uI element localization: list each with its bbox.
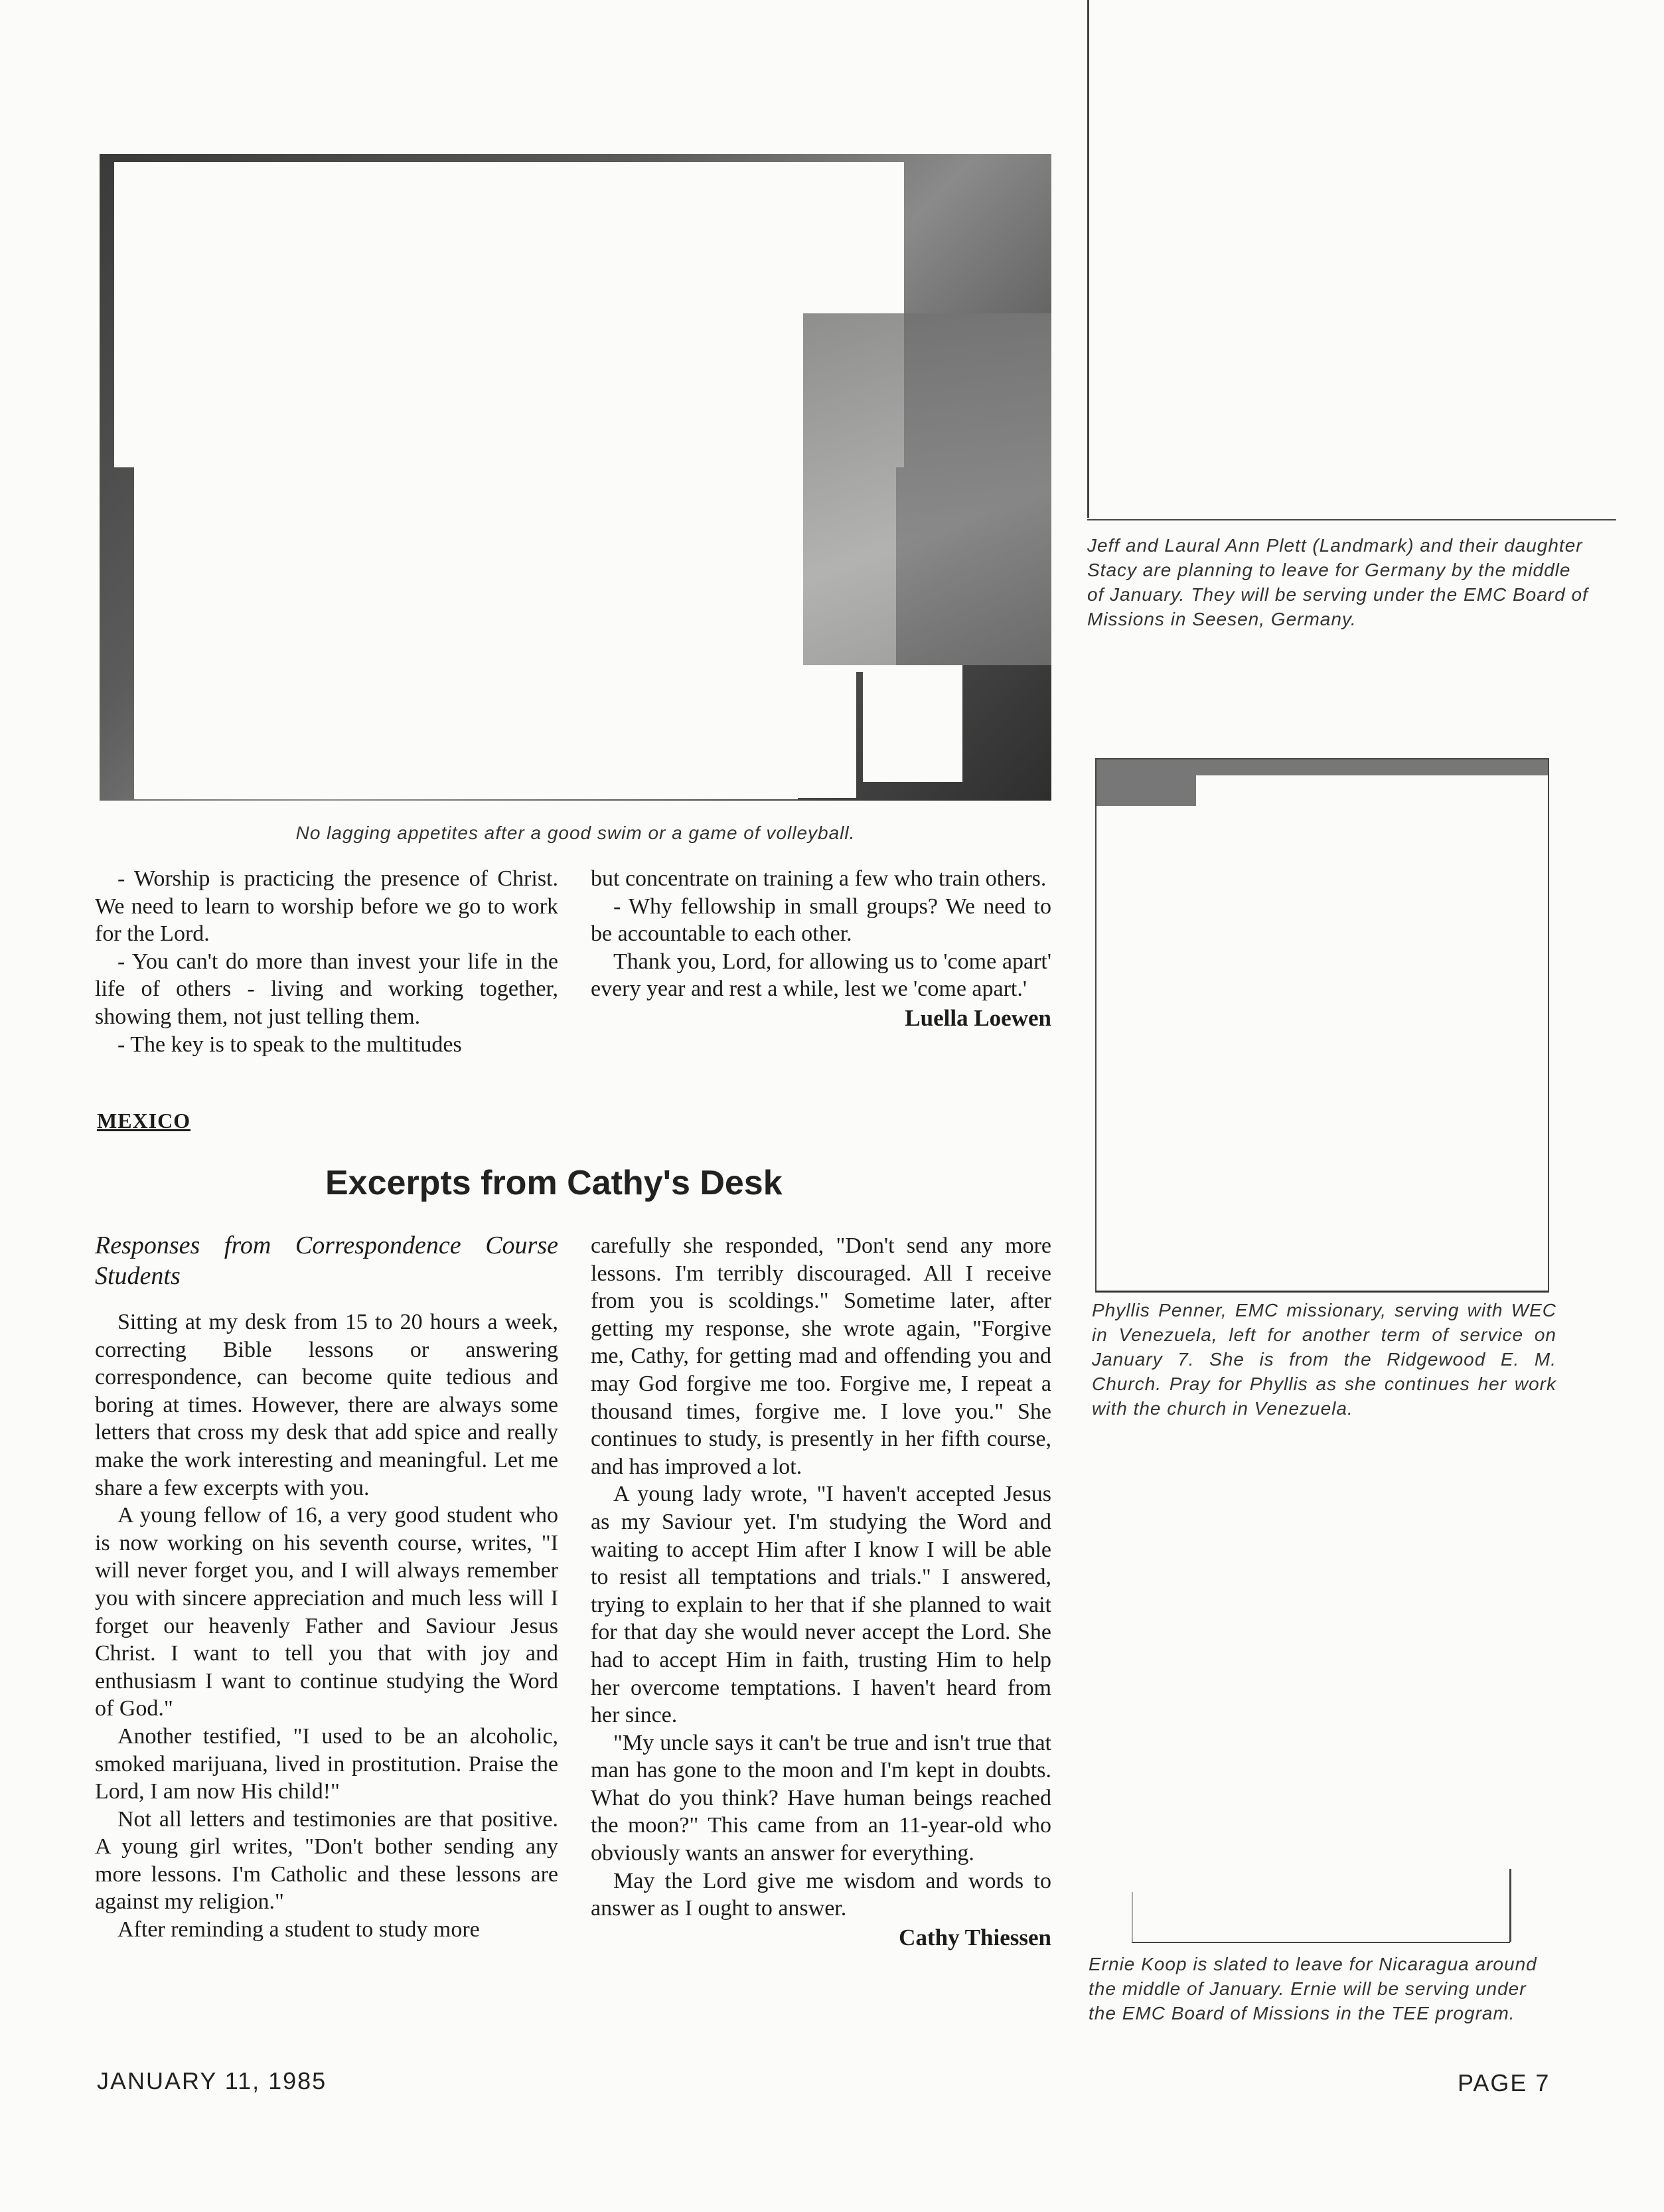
paragraph: "My uncle says it can't be true and isn't true that man has gone to the moon and I'm kept in doubts. What do you think? Have human beings reached the moon?" This came from an 11-year-old who obviously wants an answer for everything. [591, 1730, 1051, 1866]
article2-author: Cathy Thiessen [899, 1924, 1051, 1950]
article2-column2 [591, 1232, 1051, 1951]
photo3-frame-bottom [1132, 1942, 1510, 1943]
footer-page-number: PAGE 7 [1458, 2069, 1551, 2096]
paragraph: - The key is to speak to the multitudes [117, 1032, 462, 1057]
sidebar-caption-2: Phyllis Penner, EMC missionary, serving with WEC in Venezuela, left for another term of service on January 7. She is from the Ridgewood E. M. Church. Pray for Phyllis as she continues her work with the church in Venezuela. [1092, 1300, 1556, 1419]
paragraph: Not all letters and testimonies are that positive. A young girl writes, "Don't bother sending any more lessons. I'm Catholic and these lessons are against my religion." [95, 1806, 558, 1915]
paragraph: Thank you, Lord, for allowing us to 'come apart' every year and rest a while, lest we 'come apart.' [591, 949, 1051, 1002]
photo3-frame-left [1132, 1892, 1133, 1942]
paragraph: Sitting at my desk from 15 to 20 hours a week, correcting Bible lessons or answering correspondence, can become quite tedious and boring at times. However, there are always some letters that cross my desk that add spice and really make the work interesting and meaningful. Let me share a few excerpts with you. [95, 1310, 558, 1500]
article1-author: Luella Loewen [905, 1004, 1051, 1031]
top-photo [100, 154, 1051, 801]
article-subhead: Responses from Correspondence Course Students [95, 1231, 558, 1290]
paragraph: - Worship is practicing the presence of Christ. We need to learn to worship before we go to work for the Lord. [95, 866, 558, 947]
photo1-frame-bottom [1087, 519, 1616, 520]
article1-column2 [591, 865, 1051, 1032]
photo1-frame-left [1087, 0, 1089, 518]
paragraph: May the Lord give me wisdom and words to answer as I ought to answer. [591, 1868, 1051, 1921]
paragraph: carefully she responded, "Don't send any more lessons. I'm terribly discouraged. All I receive from you is scoldings." Sometime later, after getting my response, she wrote again, "Forgive me, Cathy, for getting mad and offending you and may God forgive me too. Forgive me, I repeat a thousand times, forgive me. I love you." She continues to study, is presently in her fifth course, and has improved a lot. [591, 1233, 1051, 1479]
article1-column1 [95, 865, 558, 1058]
article2-column1 [95, 1230, 558, 1944]
photo3-frame-right [1509, 1869, 1511, 1942]
paragraph: After reminding a student to study more [117, 1917, 480, 1942]
section-kicker: MEXICO [97, 1109, 191, 1133]
photo2 [1095, 758, 1549, 1293]
paragraph: Another testified, "I used to be an alcoholic, smoked marijuana, lived in prostitution. Praise the Lord, I am now His child!" [95, 1723, 558, 1804]
sidebar-caption-1: Jeff and Laural Ann Plett (Landmark) and their daughter Stacy are planning to leave for Germany by the middle of January. They will be serving under the EMC Board of Missions in Seesen, Germany. [1087, 535, 1588, 629]
paragraph: but concentrate on training a few who train others. [591, 866, 1047, 891]
paragraph: A young lady wrote, "I haven't accepted Jesus as my Saviour yet. I'm studying the Word and waiting to accept Him after I know I will be able to resist all temptations and trials." I answered, trying to explain to her that if she planned to wait for that day she would never accept the Lord. She had to accept Him in faith, trusting Him to help her overcome temptations. I haven't heard from her since. [591, 1482, 1051, 1728]
footer-date: JANUARY 11, 1985 [97, 2067, 327, 2094]
paragraph: - You can't do more than invest your life in the life of others - living and working together, showing them, not just telling them. [95, 949, 558, 1029]
paragraph: - Why fellowship in small groups? We need to be accountable to each other. [591, 894, 1051, 947]
top-photo-caption: No lagging appetites after a good swim or a game of volleyball. [295, 823, 856, 843]
paragraph: A young fellow of 16, a very good student who is now working on his seventh course, writes, "I will never forget you, and I will always remember you with sincere appreciation and much less will I forget our heavenly Father and Saviour Jesus Christ. I want to tell you that with joy and enthusiasm I want to continue studying the Word of God." [95, 1503, 558, 1721]
sidebar-caption-3: Ernie Koop is slated to leave for Nicaragua around the middle of January. Ernie will be serving under the EMC Board of Missions in the TEE program. [1089, 1954, 1537, 2023]
article-headline: Excerpts from Cathy's Desk [325, 1164, 783, 1202]
